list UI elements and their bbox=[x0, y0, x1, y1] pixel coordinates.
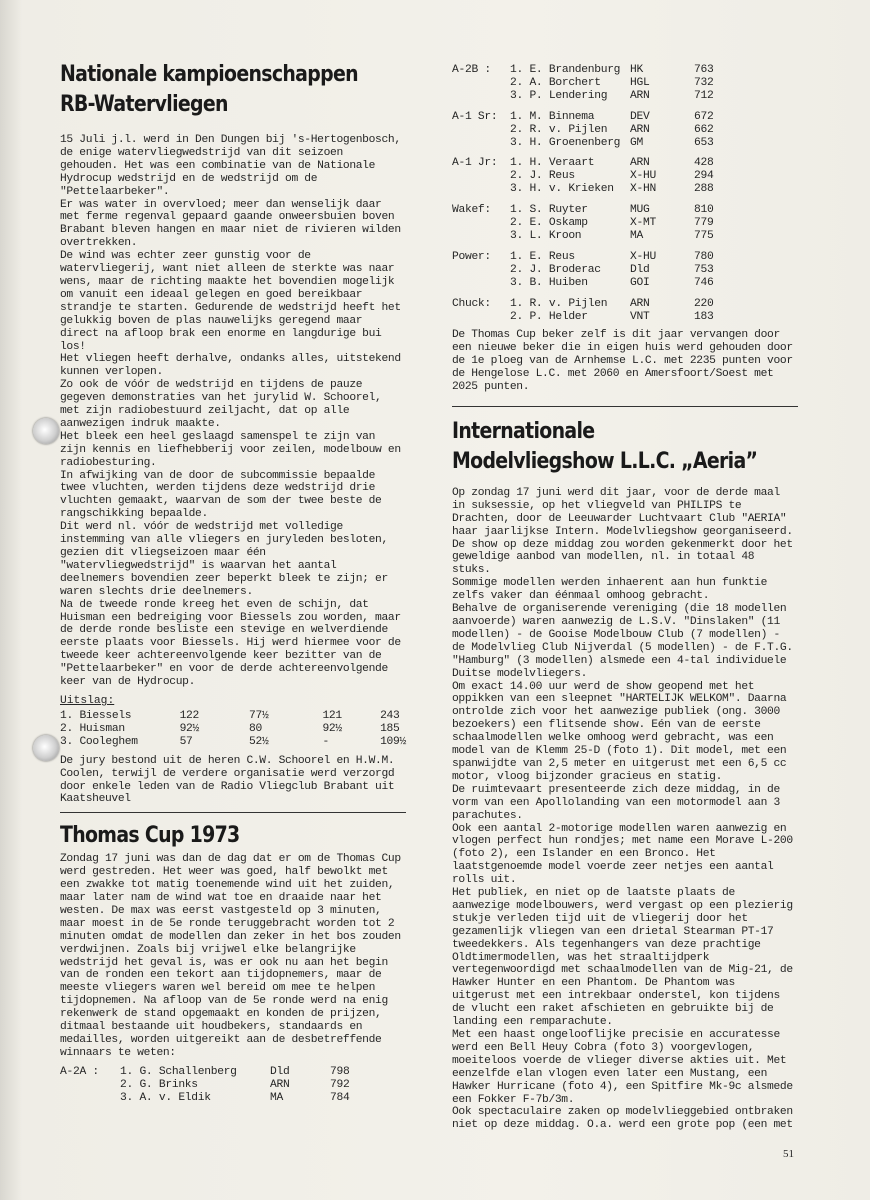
article1-closing-block bbox=[60, 755, 406, 807]
paragraph: 15 Juli j.l. werd in Den Dungen bij 's-Hertogenbosch, de enige watervliegwedstrijd van dit seizoen gehouden. Het was een combinatie van de Nationale Hydrocup wedstrijd en de wedstrijd om de "Pettelaarbeker". bbox=[60, 134, 401, 198]
entry-name: 2. J. Reus bbox=[510, 170, 575, 183]
paragraph: De wind was echter zeer gunstig voor de watervliegerij, want niet alleen de sterkte was naar wens, maar de richting maakte het bovendien mogelijk om vanuit een ideaal gelegen en goed bereikbaar strandje te starten. Gedurende de wedstrijd heeft het gelukkig boven de plas nauwelijks geregend maar direct na afloop brak een enorme en langdurige bui los! bbox=[60, 250, 401, 353]
table-row bbox=[452, 124, 713, 137]
entry-club: Dld bbox=[630, 263, 650, 276]
right-column bbox=[452, 64, 798, 1132]
entry-name: 2. J. Broderac bbox=[510, 263, 601, 276]
entry-club: HGL bbox=[630, 76, 650, 89]
entry-name: 2. A. Borchert bbox=[510, 76, 601, 89]
thomas-cup-a2a-table bbox=[60, 1066, 349, 1105]
binder-hole-top bbox=[33, 418, 59, 444]
results-heading: Uitslag: bbox=[60, 694, 115, 707]
left-column bbox=[60, 60, 406, 1105]
article1-title-line1: Nationale kampioenschappen bbox=[60, 62, 358, 87]
category-label: A-1 Sr: bbox=[452, 110, 498, 123]
table-row bbox=[452, 277, 713, 290]
entry-name: 3. L. Kroon bbox=[510, 229, 582, 242]
result-round1: 92½ bbox=[179, 722, 200, 735]
entry-name: 1. R. v. Pijlen bbox=[510, 297, 608, 310]
entry-name: 2. R. v. Pijlen bbox=[510, 123, 608, 136]
entry-club: DEV bbox=[630, 110, 650, 123]
entry-score: 220 bbox=[694, 297, 714, 310]
entry-club: MUG bbox=[630, 204, 650, 217]
entry-score: 662 bbox=[694, 123, 714, 136]
entry-score: 183 bbox=[694, 310, 714, 323]
entry-score: 753 bbox=[694, 263, 714, 276]
entry-score: 732 bbox=[694, 76, 714, 89]
entry-score: 784 bbox=[330, 1091, 350, 1104]
category-label: A-1 Jr: bbox=[452, 157, 498, 170]
entry-score: 712 bbox=[694, 89, 714, 102]
category-label: Wakef: bbox=[452, 204, 491, 217]
table-row bbox=[452, 64, 713, 77]
paragraph: Ook een aantal 2-motorige modellen waren aanwezig en vlogen perfect hun rondjes; met name een Morave L-200 (foto 2), een Islander en een Bronco. Het laatstgenoemde model voerde zeer netjes een aantal rolls uit. bbox=[452, 822, 793, 887]
entry-name: 1. H. Veraart bbox=[510, 157, 595, 170]
entry-club: HK bbox=[630, 64, 643, 76]
article2-body bbox=[60, 853, 406, 1060]
article2-title: Thomas Cup 1973 bbox=[60, 823, 240, 849]
article1-closing: De jury bestond uit de heren C.W. Schoorel en H.W.M. Coolen, terwijl de verdere organisatie werd verzorgd door enkele leden van de Radio Vliegclub Brabant uit Kaatsheuvel bbox=[60, 754, 395, 806]
entry-club: ARN bbox=[630, 123, 650, 136]
result-round1: 57 bbox=[179, 735, 193, 748]
entry-club: X-HU bbox=[630, 250, 656, 263]
table-row bbox=[452, 77, 713, 90]
entry-club: X-HU bbox=[630, 170, 656, 183]
result-round3: 121 bbox=[322, 709, 342, 722]
category-label: A-2B : bbox=[452, 64, 491, 76]
paragraph: Sommige modellen werden inhaerent aan hun funktie zelfs vaker dan éénmaal omhoog gebracht. bbox=[452, 577, 768, 603]
table-row bbox=[60, 1066, 349, 1079]
article1-body bbox=[60, 134, 406, 689]
entry-club: GOI bbox=[630, 276, 650, 289]
result-round2: 80 bbox=[249, 722, 262, 735]
paragraph: Het vliegen heeft derhalve, ondanks alles, uitstekend kunnen verlopen. bbox=[60, 353, 401, 379]
entry-name: 1. S. Ruyter bbox=[510, 204, 588, 217]
paragraph: Er was water in overvloed; meer dan wenselijk daar met ferme regenval gepaard gaande onweersbuien boven Brabant bleven hangen en maar niet de rivieren wilden overtrekken. bbox=[60, 198, 401, 250]
entry-club: ARN bbox=[630, 297, 650, 310]
table-row bbox=[60, 723, 406, 736]
entry-score: 428 bbox=[694, 157, 714, 170]
category-label: Chuck: bbox=[452, 297, 491, 310]
entry-name: 3. H. v. Krieken bbox=[510, 183, 614, 196]
section-divider bbox=[452, 406, 798, 407]
paragraph: Na de tweede ronde kreeg het even de schijn, dat Huisman een bedreiging voor Biessels zou worden, maar de derde ronde besliste een stevige en welverdiende eerste plaats voor Biessels. Hij werd hiermee voor de tweede keer achtereenvolgende keer bezitter van de "Pettelaarbeker" en voor de derde achtereenvolgende keer van de Hydrocup. bbox=[60, 598, 401, 689]
entry-score: 798 bbox=[330, 1065, 350, 1078]
paragraph: Het publiek, en niet op de laatste plaats de aanwezige modelbouwers, werd vergast op een plezierig stukje verleden tijd uit de vliegerij door het gezamenlijk vliegen van een drietal Stearman PT-17 tweedekkers. Als tegenhangers van deze prachtige Oldtimermodellen, was het straaltijdperk vertegenwoordigd met schaalmodellen van de Mig-21, de Hawker Hunter en een Phantom. De Phantom was uitgerust met een intrekbaar onderstel, kon tijdens de vlucht een raket afschieten en gebruikte bij de landing een remparachute. bbox=[452, 887, 793, 1029]
table-row bbox=[60, 710, 406, 723]
entry-score: 288 bbox=[694, 183, 714, 196]
article3-body bbox=[452, 487, 798, 1132]
result-round3: 92½ bbox=[322, 722, 342, 735]
entry-club: X-HN bbox=[630, 183, 656, 196]
paragraph: Zondag 17 juni was dan de dag dat er om de Thomas Cup werd gestreden. Het weer was goed, half bewolkt met een zwakke tot matig toenemende wind uit het zuiden, maar later nam de wind wat toe en draaide naar het westen. De max was eerst vastgesteld op 3 minuten, maar moest in de 5e ronde teruggebracht worden tot 2 minuten omdat de modellen dan zeker in het bos zouden verdwijnen. Zoals bij vrijwel elke belangrijke wedstrijd het geval is, was er ook nu aan het begin van de ronden een tekort aan tijdopnemers, maar de meeste vliegers waren wel bereid om mee te helpen tijdopnemen. Na afloop van de 5e ronde werd na enig rekenwerk de stand opgemaakt en konden de prijzen, ditmaal bestaande uit houdbekers, standaards en medailles, worden uitgereikt aan de desbetreffende winnaars te weten: bbox=[60, 853, 401, 1059]
entry-score: 792 bbox=[330, 1078, 350, 1091]
entry-score: 775 bbox=[694, 229, 714, 242]
table-row bbox=[452, 111, 713, 124]
article3-title-line1: Internationale bbox=[452, 418, 595, 444]
paragraph: In afwijking van de door de subcommissie bepaalde twee vluchten, werden tijdens deze wedstrijd drie vluchten gemaakt, waarvan de som der twee beste de rangschikking bepaalde. bbox=[60, 469, 382, 521]
paragraph: Met een haast ongelooflijke precisie en accuratesse werd een Bell Heuy Cobra (foto 3) voorgevlogen, moeiteloos voerde de vlieger diverse akties uit. Met eenzelfde elan vlogen even later een Mustang, een Hawker Hurricane (foto 4), een Spitfire Mk-9c alsmede een Fokker F-7b/3m. bbox=[452, 1029, 793, 1106]
article2-closing: De Thomas Cup beker zelf is dit jaar vervangen door een nieuwe beker die in eigen huis werd gehouden door de 1e ploeg van de Arnhemse L.C. met 2235 punten voor de Hengelose L.C. met 2060 en Amersfoort/Soest met 2025 punten. bbox=[452, 329, 793, 394]
binder-hole-bottom bbox=[33, 735, 59, 761]
paragraph: Om exact 14.00 uur werd de show geopend met het oppikken van een sleepnet "HARTELIJK WELKOM". Daarna ontrolde zich voor het aanwezige publiek (ong. 3000 bezoekers) een flitsende show. Eén van de eerste schaalmodellen welke omhoog werd gebracht, was een model van de Klemm 25-D (foto 1). Dit model, met een spanwijdte van 2,5 meter en uitgerust met een 6,5 cc motor, vloog bijzonder gracieus en statig. bbox=[452, 680, 787, 783]
article1-title-line2: RB-Watervliegen bbox=[60, 92, 228, 117]
table-row bbox=[452, 230, 713, 243]
entry-club: ARN bbox=[630, 157, 650, 170]
table-row bbox=[60, 736, 406, 749]
entry-score: 746 bbox=[694, 276, 714, 289]
result-round3: - bbox=[322, 735, 329, 748]
table-row bbox=[452, 157, 713, 170]
entry-name: 3. A. v. Eldik bbox=[120, 1091, 211, 1104]
paragraph: De ruimtevaart presenteerde zich deze middag, in de vorm van een Apollolanding van een motormodel aan 3 parachutes. bbox=[452, 783, 780, 822]
entry-club: MA bbox=[270, 1091, 283, 1104]
entry-club: GM bbox=[630, 136, 643, 149]
results-table bbox=[60, 710, 406, 749]
entry-name: 1. E. Brandenburg bbox=[510, 64, 621, 76]
category-label: A-2A : bbox=[60, 1065, 99, 1078]
entry-score: 672 bbox=[694, 110, 714, 123]
article3-title-line2: Modelvliegshow L.L.C. „Aeria” bbox=[452, 448, 758, 474]
paragraph: Behalve de organiserende vereniging (die 18 modellen aanvoerde) waren aanwezig de L.S.V. "Dinslaken" (11 modellen) - de Gooise Modelbouw Club (7 modellen) - de Modelvlieg Club Nijverdal (5 modellen) - de F.T.G. "Hamburg" (3 modellen) alsmede een 4-tal individuele Duitse modelvliegers. bbox=[452, 603, 793, 680]
entry-score: 810 bbox=[694, 204, 714, 217]
category-label: Power: bbox=[452, 250, 491, 263]
entry-score: 780 bbox=[694, 250, 714, 263]
table-row bbox=[452, 183, 713, 196]
table-row bbox=[452, 264, 713, 277]
thomas-cup-results-table bbox=[452, 64, 713, 323]
table-row bbox=[452, 217, 713, 230]
entry-club: X-MT bbox=[630, 217, 656, 230]
entry-name: 3. H. Groenenberg bbox=[510, 136, 621, 149]
result-name: 1. Biessels bbox=[60, 709, 132, 722]
paragraph: Het bleek een heel geslaagd samenspel te zijn van zijn kennis en liefhebberij voor zeilen, modelbouw en radiobesturing. bbox=[60, 430, 401, 469]
result-total: 243 bbox=[380, 709, 400, 722]
entry-score: 763 bbox=[694, 64, 714, 76]
entry-club: ARN bbox=[630, 89, 650, 102]
result-name: 3. Cooleghem bbox=[60, 735, 138, 748]
result-round1: 122 bbox=[179, 709, 200, 722]
table-row bbox=[452, 170, 713, 183]
table-row bbox=[452, 137, 713, 150]
entry-name: 2. P. Helder bbox=[510, 310, 588, 323]
paragraph: Dit werd nl. vóór de wedstrijd met volledige instemming van alle vliegers en juryleden besloten, gezien dit vliegseizoen maar één "watervliegwedstrijd" is waarvan het aantal deelnemers bovendien zeer beperkt bleek te zijn; er waren slechts drie deelnemers. bbox=[60, 521, 388, 598]
entry-name: 2. E. Oskamp bbox=[510, 217, 588, 230]
entry-club: Dld bbox=[270, 1065, 290, 1078]
paragraph: Zo ook de vóór de wedstrijd en tijdens de pauze gegeven demonstraties van het jurylid W. Schoorel, met zijn radiobestuurd zeiljacht, dat op alle aanwezigen indruk maakte. bbox=[60, 379, 382, 430]
entry-name: 3. B. Huiben bbox=[510, 276, 588, 289]
entry-club: MA bbox=[630, 229, 643, 242]
result-round2: 52½ bbox=[249, 735, 269, 748]
result-total: 185 bbox=[380, 722, 400, 735]
table-row bbox=[452, 90, 713, 103]
section-divider bbox=[60, 812, 406, 813]
table-row bbox=[60, 1079, 349, 1092]
paragraph: Op zondag 17 juni werd dit jaar, voor de derde maal in suksessie, op het vliegveld van PHILIPS te Drachten, door de Leeuwarder Luchtvaart Club "AERIA" haar jaarlijkse Intern. Modelvliegshow georganiseerd. bbox=[452, 486, 793, 538]
entry-club: ARN bbox=[270, 1078, 290, 1091]
result-round2: 77½ bbox=[249, 709, 269, 722]
entry-name: 1. E. Reus bbox=[510, 250, 575, 263]
paragraph: De show op deze middag zou worden gekenmerkt door het geweldige aanbod van modellen, nl. in totaal 48 stuks. bbox=[452, 538, 793, 577]
entry-score: 294 bbox=[694, 170, 714, 183]
entry-name: 2. G. Brinks bbox=[120, 1078, 198, 1091]
page-number: 51 bbox=[783, 1148, 794, 1160]
entry-score: 653 bbox=[694, 136, 714, 149]
entry-name: 1. G. Schallenberg bbox=[120, 1065, 237, 1078]
result-total: 109½ bbox=[380, 735, 406, 748]
result-name: 2. Huisman bbox=[60, 722, 125, 735]
table-row bbox=[452, 204, 713, 217]
table-row bbox=[452, 298, 713, 311]
table-row bbox=[452, 311, 713, 324]
table-row bbox=[60, 1092, 349, 1105]
entry-name: 3. P. Lendering bbox=[510, 89, 608, 102]
table-row bbox=[452, 251, 713, 264]
entry-club: VNT bbox=[630, 310, 650, 323]
paragraph: Ook spectaculaire zaken op modelvlieggebied ontbraken niet op deze middag. O.a. werd een grote pop (een met bbox=[452, 1106, 793, 1132]
entry-name: 1. M. Binnema bbox=[510, 110, 595, 123]
article2-closing-block bbox=[452, 329, 798, 394]
entry-score: 779 bbox=[694, 217, 714, 230]
